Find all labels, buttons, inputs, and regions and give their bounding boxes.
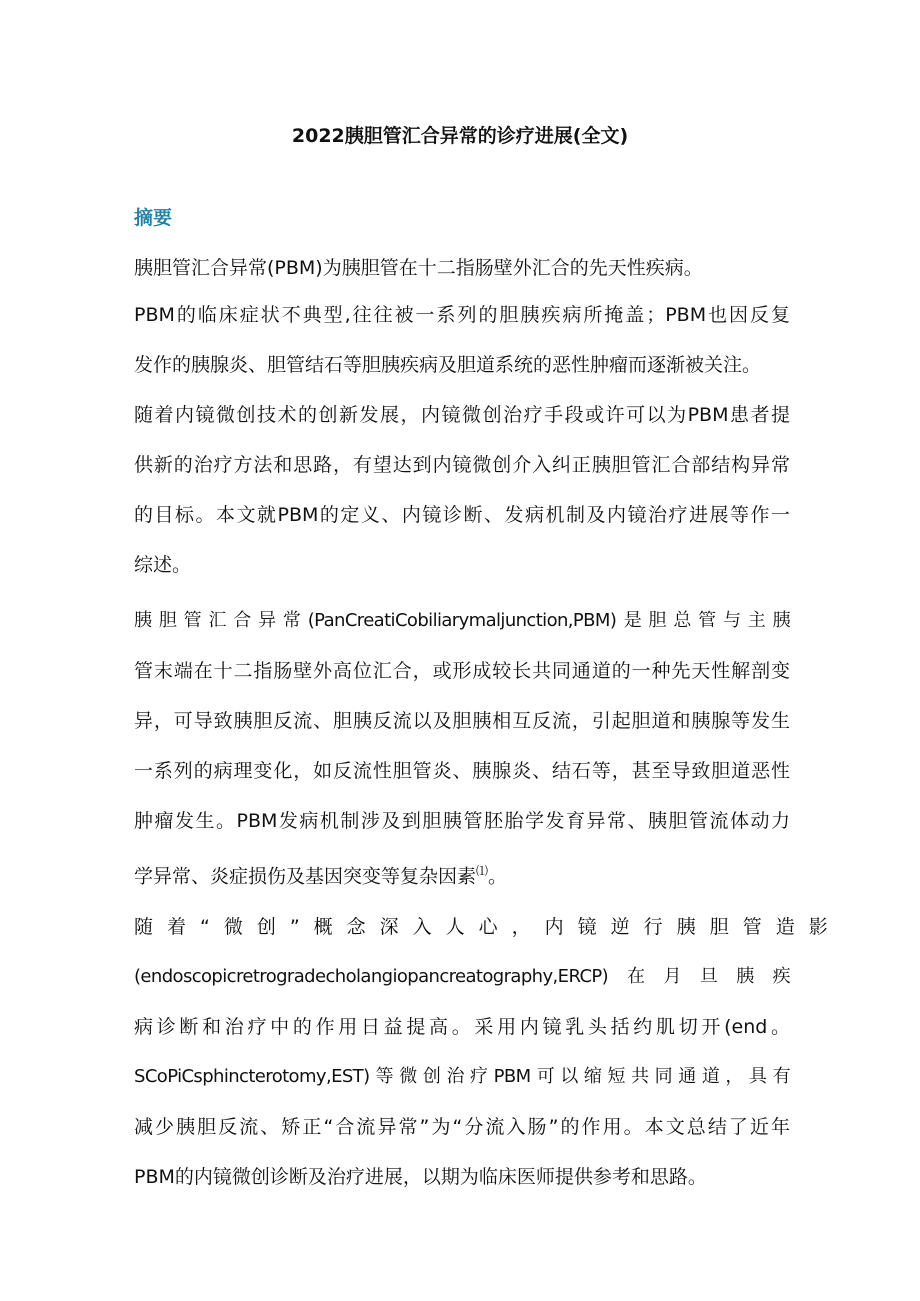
text-line: 胰胆管汇合异常(PanCreatiCobiliarymaljunction,PBM)是胆总管与主胰 <box>134 610 790 631</box>
abstract-heading: 摘要 <box>134 207 173 229</box>
text-line-with-citation <box>134 846 790 896</box>
paragraph-abstract-body <box>134 290 790 590</box>
text-line: 异，可导致胰胆反流、胆胰反流以及胆胰相互反流，引起胆道和胰腺等发生 <box>134 710 790 732</box>
text-line: PBM的临床症状不典型,往往被一系列的胆胰疾病所掩盖；PBM也因反复 <box>134 304 790 326</box>
text-line: 胰胆管汇合异常(PBM)为胰胆管在十二指肠壁外汇合的先天性疾病。 <box>134 257 703 279</box>
text-line: 病诊断和治疗中的作用日益提高。采用内镜乳头括约肌切开(end。 <box>134 1016 790 1038</box>
text-line: 综述。 <box>134 554 192 576</box>
text-line: 的目标。本文就PBM的定义、内镜诊断、发病机制及内镜治疗进展等作一 <box>134 504 790 526</box>
text-line: PBM的内镜微创诊断及治疗进展，以期为临床医师提供参考和思路。 <box>134 1166 707 1188</box>
text-line: 随着内镜微创技术的创新发展，内镜微创治疗手段或许可以为PBM患者提 <box>134 404 790 426</box>
document-title: 2022胰胆管汇合异常的诊疗进展(全文) <box>291 125 629 147</box>
text-line: (endoscopicretrogradecholangiopancreatography,ERCP)在月旦胰疾 <box>134 966 790 987</box>
text-line: 供新的治疗方法和思路，有望达到内镜微创介入纠正胰胆管汇合部结构异常 <box>134 454 790 476</box>
text-line: 学异常、炎症损伤及基因突变等复杂因素 <box>134 865 477 888</box>
text-line: 随着“微创”概念深入人心，内镜逆行胰胆管造影 <box>134 916 842 938</box>
text-line: 管末端在十二指肠壁外高位汇合，或形成较长共同通道的一种先天性解剖变 <box>134 660 790 682</box>
text-line: 减少胰胆反流、矫正“合流异常”为“分流入肠”的作用。本文总结了近年 <box>134 1116 790 1138</box>
text-line: 肿瘤发生。PBM发病机制涉及到胆胰管胚胎学发育异常、胰胆管流体动力 <box>134 810 790 832</box>
text-line: 发作的胰腺炎、胆管结石等胆胰疾病及胆道系统的恶性肿瘤而逐渐被关注。 <box>134 354 762 376</box>
text-line: SCoPiCsphincterotomy,EST)等微创治疗PBM可以缩短共同通道，具有 <box>134 1066 790 1087</box>
text-line: 一系列的病理变化，如反流性胆管炎、胰腺炎、结石等，甚至导致胆道恶性 <box>134 760 790 782</box>
paragraph-definition <box>134 596 790 896</box>
paragraph-abstract-intro <box>134 243 790 293</box>
paragraph-endoscopy <box>134 902 842 1202</box>
sentence-end: 。 <box>488 865 508 888</box>
citation-marker: ⑴ <box>476 864 489 878</box>
